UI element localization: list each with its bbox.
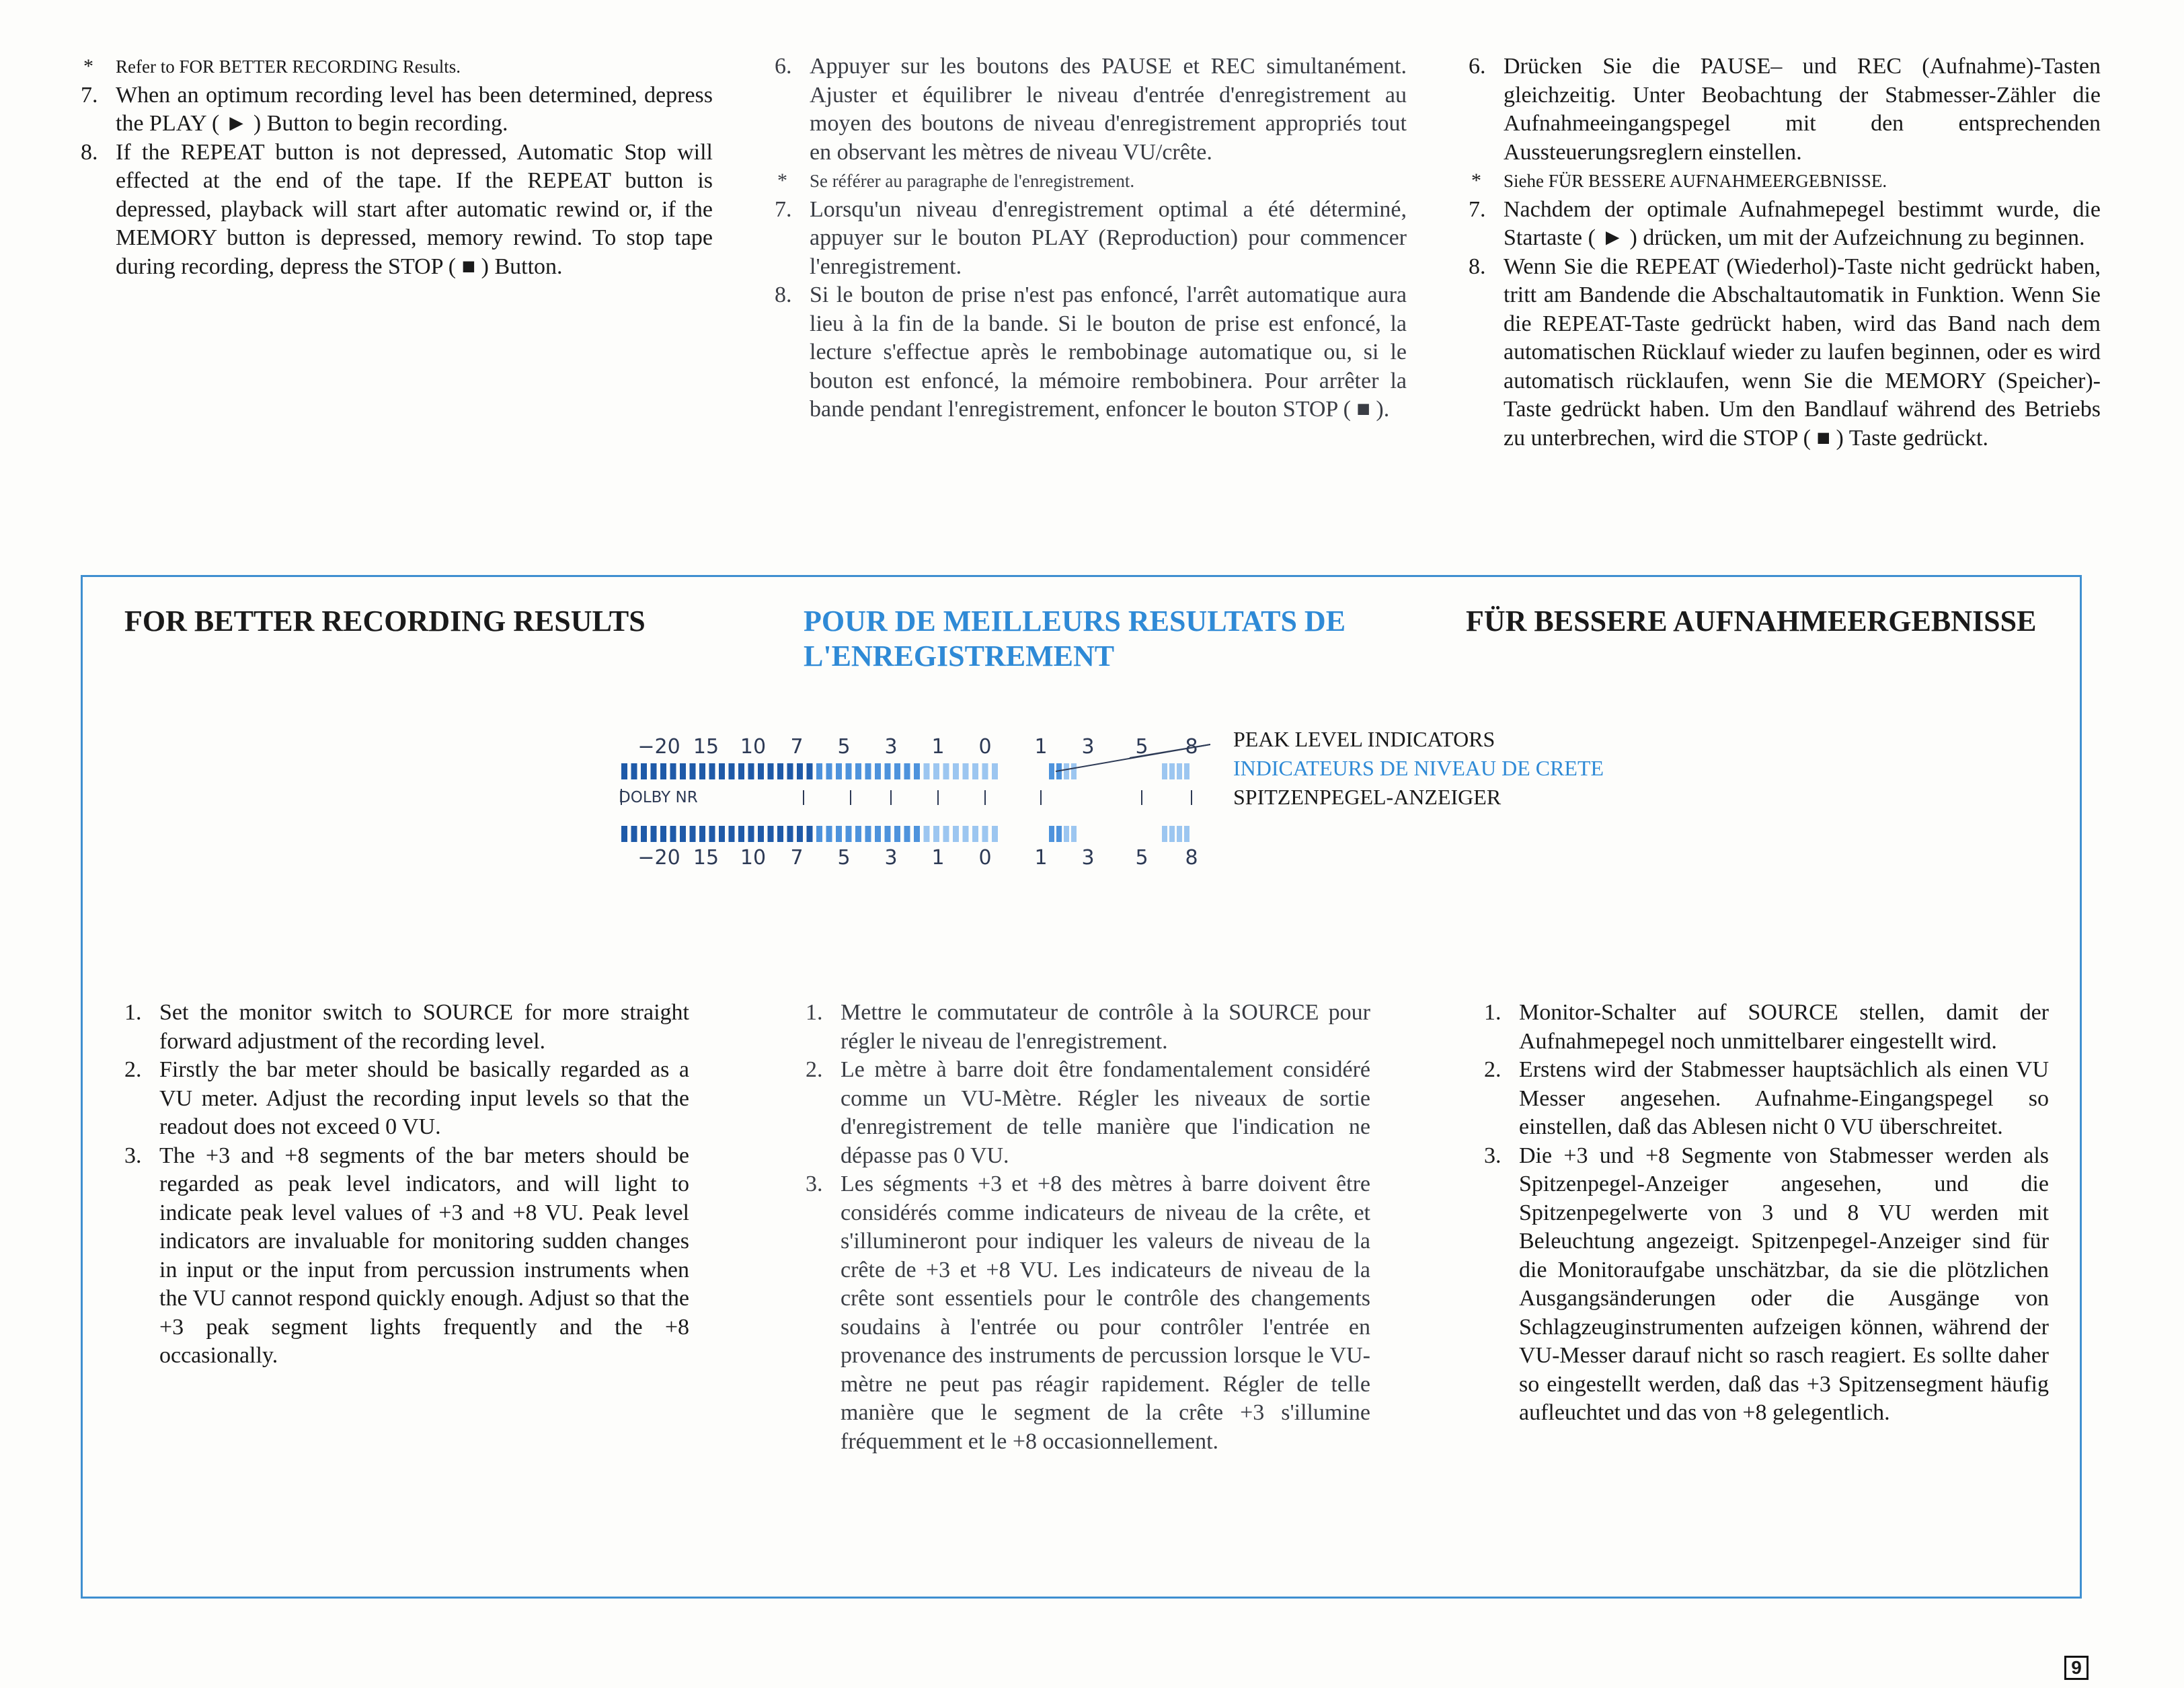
item-number: * <box>1471 169 1481 192</box>
list-item <box>81 81 713 139</box>
meter-bar-top-plus8-segment <box>1169 763 1175 779</box>
heading-english: FOR BETTER RECORDING RESULTS <box>124 605 646 638</box>
meter-bar-bottom-segment <box>836 826 842 842</box>
bottom-column-english <box>124 999 689 1371</box>
meter-bar-bottom-segment <box>875 826 881 842</box>
item-text: Die +3 und +8 Segmente von Stabmesser werden als Spitzenpegel-Anzeiger angesehen, und die Spitzenpegelwerte von 3 und 8 VU werden mit Beleuchtung angezeigt. Spitzenpegel-Anzeiger sind für die Monitoraufgabe unschätzbar, da sie die plötzlichen Ausgangsänderungen oder die Ausgänge von Schlagzeuginstrumenten aufzeigen können, während der VU-Messer darauf nicht so rasch reagiert. Es sollte daher so eingestellt werden, daß das +3 Spitzensegment häufig aufleuchtet und das von +8 gelegentlich. <box>1519 1143 2049 1425</box>
meter-bar-bottom-segment <box>777 826 783 842</box>
meter-bar-bottom-plus3-segment <box>1064 826 1069 842</box>
bottom-list-english <box>124 999 689 1371</box>
meter-bar-top-segment <box>660 763 666 779</box>
item-number: 6. <box>775 54 792 79</box>
meter-bar-bottom-segment <box>670 826 676 842</box>
meter-bar-top-segment <box>807 763 813 779</box>
meter-bar-top-segment <box>992 763 998 779</box>
meter-bar-bottom-segment <box>933 826 939 842</box>
item-text: If the REPEAT button is not depressed, Automatic Stop will effected at the end of the tape. If the REPEAT button is depressed, playback will start after automatic rewind or, if the MEMORY button is depressed, memory rewind. To stop tape during recording, depress the STOP ( ■ ) Button. <box>116 139 713 279</box>
meter-bar-bottom-segment <box>992 826 998 842</box>
item-text: Le mètre à barre doit être fondamentalement considéré comme un VU-Mètre. Régler les niveaux de sortie d'enregistrement de telle manière que l'indication ne dépasse pas 0 VU. <box>841 1057 1370 1168</box>
meter-bar-top-plus3-segment <box>1049 763 1054 779</box>
scale-label-bottom: 7 <box>790 846 804 870</box>
meter-bar-top-segment <box>699 763 705 779</box>
bar-meter-svg <box>619 730 1210 871</box>
meter-bar-top-segment <box>651 763 657 779</box>
item-text: Mettre le commutateur de contrôle à la SOURCE pour régler le niveau de l'enregistrement. <box>841 1000 1370 1054</box>
list-item <box>124 1142 689 1371</box>
meter-bar-top-segment <box>963 763 969 779</box>
item-number: * <box>777 169 787 192</box>
note-item <box>81 52 713 81</box>
top-list-english <box>81 52 713 281</box>
item-number: 1. <box>124 1000 142 1025</box>
meter-bar-bottom-segment <box>797 826 803 842</box>
item-text: Firstly the bar meter should be basically regarded as a VU meter. Adjust the recording input levels so that the readout does not exceed 0 VU. <box>159 1057 689 1139</box>
meter-bar-bottom-segment <box>651 826 657 842</box>
meter-bar-top-segment <box>914 763 920 779</box>
scale-label-bottom: 5 <box>837 846 851 870</box>
scale-label-top: 1 <box>1034 735 1048 759</box>
item-text: Monitor-Schalter auf SOURCE stellen, damit der Aufnahmepegel noch unmittelbarer eingestellt wird. <box>1519 1000 2049 1054</box>
meter-bar-top-segment <box>768 763 774 779</box>
list-item <box>775 52 1407 167</box>
meter-bar-top-segment <box>816 763 822 779</box>
bottom-list-french <box>806 999 1370 1456</box>
meter-bar-top-segment <box>797 763 803 779</box>
meter-bar-top-segment <box>709 763 715 779</box>
note-item <box>775 167 1407 196</box>
meter-bar-top-plus8-segment <box>1177 763 1182 779</box>
meter-bar-top-segment <box>885 763 891 779</box>
item-text: Appuyer sur les boutons des PAUSE et REC simultanément. Ajuster et équilibrer le niveau d'entrée d'enregistrement au moyen des boutons de niveau d'enregistrement appropriés tout en observant les mètres de niveau VU/crête. <box>810 54 1407 165</box>
scale-label-bottom: 3 <box>884 846 898 870</box>
scale-label-bottom: 15 <box>693 846 719 870</box>
item-number: 1. <box>1484 1000 1502 1025</box>
meter-bar-bottom-segment <box>914 826 920 842</box>
meter-bar-top-segment <box>621 763 627 779</box>
meter-bar-top-segment <box>738 763 744 779</box>
meter-bar-top-segment <box>680 763 686 779</box>
meter-bar-bottom-segment <box>699 826 705 842</box>
list-item <box>124 1056 689 1142</box>
list-item <box>81 139 713 282</box>
item-text: Set the monitor switch to SOURCE for more straight forward adjustment of the recording level. <box>159 1000 689 1054</box>
meter-bar-top-plus3-segment <box>1064 763 1069 779</box>
list-item <box>806 999 1370 1056</box>
scale-label-top: 8 <box>1185 735 1198 759</box>
top-column-english <box>81 52 713 281</box>
scale-label-bottom: −20 <box>637 846 680 870</box>
peak-label-french: INDICATEURS DE NIVEAU DE CRETE <box>1233 756 1604 780</box>
scale-label-top: 1 <box>931 735 945 759</box>
bleed-through-shadow <box>87 1567 2037 1627</box>
top-column-french <box>775 52 1407 424</box>
item-text: Siehe FÜR BESSERE AUFNAHMEERGEBNISSE. <box>1504 171 1887 191</box>
list-item <box>1484 1142 2049 1428</box>
meter-bar-bottom-segment <box>690 826 696 842</box>
meter-bar-bottom-segment <box>768 826 774 842</box>
meter-bar-top-segment <box>875 763 881 779</box>
meter-bar-bottom-segment <box>738 826 744 842</box>
heading-french <box>804 604 1346 674</box>
heading-french-line-2: L'ENREGISTREMENT <box>804 640 1115 673</box>
scale-label-bottom: 0 <box>978 846 992 870</box>
scale-label-bottom: 10 <box>740 846 767 870</box>
list-item <box>1469 52 2101 167</box>
list-item <box>124 999 689 1056</box>
meter-bar-bottom-segment <box>729 826 735 842</box>
meter-bar-bottom-segment <box>855 826 861 842</box>
dolby-nr-label: DOLBY NR <box>619 789 698 806</box>
meter-bar-top-plus8-segment <box>1162 763 1167 779</box>
item-number: 7. <box>775 196 792 222</box>
bottom-column-french <box>806 999 1370 1456</box>
item-number: 6. <box>1469 54 1486 79</box>
item-number: 2. <box>806 1057 823 1082</box>
note-item <box>1469 167 2101 196</box>
meter-bar-top-segment <box>641 763 647 779</box>
meter-bar-bottom-segment <box>904 826 910 842</box>
meter-bar-bottom-segment <box>894 826 900 842</box>
bar-meter-diagram <box>619 730 1210 871</box>
item-number: 2. <box>124 1057 142 1082</box>
heading-french-line-1: POUR DE MEILLEURS RESULTATS DE <box>804 605 1346 638</box>
meter-bar-top-segment <box>855 763 861 779</box>
list-item <box>775 196 1407 282</box>
item-text: Erstens wird der Stabmesser hauptsächlich als einen VU Messer angesehen. Aufnahme-Eingangspegel so einstellen, daß das Ablesen nicht 0 VU überschreitet. <box>1519 1057 2049 1139</box>
item-number: * <box>83 55 93 77</box>
scale-label-bottom: 5 <box>1135 846 1148 870</box>
list-item <box>1469 253 2101 453</box>
item-text: Refer to FOR BETTER RECORDING Results. <box>116 56 461 77</box>
scale-label-top: 5 <box>1135 735 1148 759</box>
meter-bar-top-segment <box>924 763 930 779</box>
meter-bar-bottom-segment <box>631 826 637 842</box>
peak-level-legend <box>1233 725 1604 812</box>
item-number: 8. <box>775 282 792 307</box>
meter-bar-bottom-segment <box>865 826 871 842</box>
item-number: 3. <box>806 1172 823 1196</box>
meter-bar-bottom-segment <box>807 826 813 842</box>
scale-label-top: 7 <box>790 735 804 759</box>
meter-bar-bottom-plus3-segment <box>1056 826 1062 842</box>
meter-bar-top-segment <box>748 763 754 779</box>
meter-bar-top-plus8-segment <box>1184 763 1190 779</box>
meter-bar-top-segment <box>719 763 725 779</box>
item-number: 7. <box>1469 196 1486 222</box>
meter-bar-bottom-plus8-segment <box>1169 826 1175 842</box>
list-item <box>806 1056 1370 1170</box>
meter-bar-top-segment <box>758 763 764 779</box>
item-text: Wenn Sie die REPEAT (Wiederhol)-Taste nicht gedrückt haben, tritt am Bandende die Abschaltautomatik in Funktion. Wenn Sie die REPEAT-Taste gedrückt haben, wird das Band nach dem automatischen Rücklauf wieder zu laufen beginnen, oder es wird automatisch rücklaufen, wenn Sie die MEMORY (Speicher)-Taste gedrückt haben. Um den Bandlauf während des Betriebs zu unterbrechen, wird die STOP ( ■ ) Taste gedrückt. <box>1504 254 2101 451</box>
meter-bar-bottom-segment <box>709 826 715 842</box>
meter-bar-top-segment <box>982 763 988 779</box>
meter-bar-top-segment <box>777 763 783 779</box>
list-item <box>775 281 1407 424</box>
meter-bar-top-segment <box>865 763 871 779</box>
meter-bar-top-segment <box>894 763 900 779</box>
top-column-german <box>1469 52 2101 453</box>
page-number: 9 <box>2064 1656 2089 1680</box>
meter-bar-bottom-segment <box>641 826 647 842</box>
scale-label-bottom: 1 <box>931 846 945 870</box>
meter-bar-bottom-segment <box>953 826 959 842</box>
meter-bar-bottom-segment <box>660 826 666 842</box>
bottom-list-german <box>1484 999 2049 1428</box>
meter-bar-bottom-plus8-segment <box>1177 826 1182 842</box>
scale-label-bottom: 8 <box>1185 846 1198 870</box>
item-text: Drücken Sie die PAUSE– und REC (Aufnahme)-Tasten gleichzeitig. Unter Beobachtung der Stabmesser-Zähler die Aufnahmeeingangspegel mit den entsprechenden Aussteuerungsreglern einstellen. <box>1504 54 2101 165</box>
item-text: Lorsqu'un niveau d'enregistrement optimal a été déterminé, appuyer sur le bouton PLAY (Reproduction) pour commencer l'enregistrement. <box>810 196 1407 279</box>
meter-bar-bottom-segment <box>982 826 988 842</box>
meter-bar-bottom-segment <box>972 826 978 842</box>
meter-bar-top-segment <box>846 763 852 779</box>
meter-bar-top-segment <box>690 763 696 779</box>
scale-label-top: 0 <box>978 735 992 759</box>
peak-label-german: SPITZENPEGEL-ANZEIGER <box>1233 785 1502 809</box>
item-number: 3. <box>1484 1143 1502 1168</box>
meter-bar-bottom-plus8-segment <box>1184 826 1190 842</box>
item-text: Les ségments +3 et +8 des mètres à barre doivent être considérés comme indicateurs de niveau de la crête, et s'illumineront pour indiquer les valeurs de niveau de la crête de +3 et +8 VU. Les indicateurs de niveau de la crête sont essentiels pour le contrôle des changements soudains à l'entrée ou pour contrôler l'entrée en provenance des instruments de percussion lorsque le VU-mètre ne peut pas réagir rapidement. Régler de telle manière que le segment de la crête +3 s'illumine fréquemment et le +8 occasionnellement. <box>841 1172 1370 1454</box>
item-text: The +3 and +8 segments of the bar meters should be regarded as peak level indicators, and will light to indicate peak level values of +3 and +8 VU. Peak level indicators are invaluable for monitoring sudden changes in input or the input from percussion instruments when the VU cannot respond quickly enough. Adjust so that the +3 peak segment lights frequently and the +8 occasionally. <box>159 1143 689 1368</box>
scale-label-top: −20 <box>637 735 680 759</box>
meter-bar-bottom-plus3-segment <box>1071 826 1077 842</box>
scale-label-bottom: 1 <box>1034 846 1048 870</box>
meter-bar-top-segment <box>972 763 978 779</box>
meter-bar-top-segment <box>943 763 949 779</box>
item-text: Se référer au paragraphe de l'enregistrement. <box>810 171 1135 191</box>
meter-bar-bottom-segment <box>680 826 686 842</box>
meter-bar-bottom-segment <box>943 826 949 842</box>
list-item <box>1484 1056 2049 1142</box>
item-number: 3. <box>124 1143 142 1168</box>
list-item <box>1469 196 2101 253</box>
meter-bar-top-segment <box>670 763 676 779</box>
item-number: 2. <box>1484 1057 1502 1082</box>
scale-label-top: 3 <box>1081 735 1095 759</box>
meter-bar-top-segment <box>826 763 832 779</box>
item-text: When an optimum recording level has been determined, depress the PLAY ( ► ) Button to begin recording. <box>116 82 713 136</box>
item-text: Nachdem der optimale Aufnahmepegel bestimmt wurde, die Startaste ( ► ) drücken, um mit der Aufzeichnung zu beginnen. <box>1504 196 2101 250</box>
meter-bar-top-segment <box>933 763 939 779</box>
scale-label-top: 3 <box>884 735 898 759</box>
meter-bar-bottom-segment <box>924 826 930 842</box>
item-number: 1. <box>806 1000 823 1025</box>
item-text: Si le bouton de prise n'est pas enfoncé, l'arrêt automatique aura lieu à la fin de la bande. Si le bouton de prise est enfoncé, la lecture s'effectue après le rembobinage automatique ou, si le bouton est enfoncé, la mémoire rembobinera. Pour arrêter la bande pendant l'enregistrement, enfoncer le bouton STOP ( ■ ). <box>810 282 1407 422</box>
meter-bar-top-segment <box>729 763 735 779</box>
meter-bar-top-segment <box>953 763 959 779</box>
item-number: 8. <box>1469 254 1486 279</box>
list-item <box>1484 999 2049 1056</box>
heading-german: FÜR BESSERE AUFNAHMEERGEBNISSE <box>1466 605 2037 638</box>
meter-bar-bottom-segment <box>963 826 969 842</box>
meter-bar-top-segment <box>631 763 637 779</box>
bottom-column-german <box>1484 999 2049 1428</box>
meter-bar-top-segment <box>787 763 793 779</box>
list-item <box>806 1170 1370 1456</box>
meter-bar-bottom-plus3-segment <box>1049 826 1054 842</box>
scale-label-top: 10 <box>740 735 767 759</box>
meter-bar-bottom-segment <box>787 826 793 842</box>
meter-bar-bottom-segment <box>719 826 725 842</box>
meter-bar-bottom-segment <box>885 826 891 842</box>
meter-bar-bottom-plus8-segment <box>1162 826 1167 842</box>
scale-label-top: 5 <box>837 735 851 759</box>
top-list-german <box>1469 52 2101 453</box>
scale-label-top: 15 <box>693 735 719 759</box>
meter-bar-bottom-segment <box>816 826 822 842</box>
meter-bar-bottom-segment <box>748 826 754 842</box>
meter-bar-bottom-segment <box>621 826 627 842</box>
meter-bar-top-segment <box>836 763 842 779</box>
item-number: 8. <box>81 139 98 165</box>
peak-label-english: PEAK LEVEL INDICATORS <box>1233 727 1495 751</box>
meter-bar-bottom-segment <box>758 826 764 842</box>
meter-bar-bottom-segment <box>846 826 852 842</box>
top-list-french <box>775 52 1407 424</box>
item-number: 7. <box>81 82 98 108</box>
meter-bar-top-plus3-segment <box>1071 763 1077 779</box>
meter-bar-top-segment <box>904 763 910 779</box>
meter-bar-bottom-segment <box>826 826 832 842</box>
scale-label-bottom: 3 <box>1081 846 1095 870</box>
